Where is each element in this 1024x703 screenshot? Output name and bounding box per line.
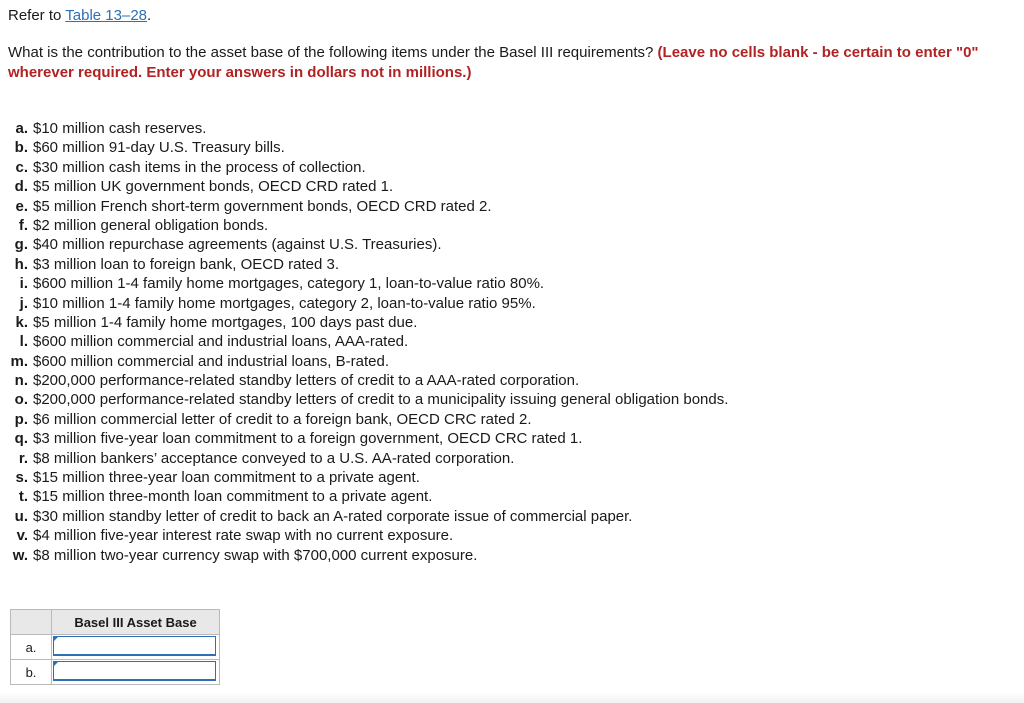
item-text: $8 million bankers’ acceptance conveyed to a U.S. AA-rated corporation. xyxy=(33,449,515,467)
list-item xyxy=(8,158,728,177)
row-label-b: b. xyxy=(11,660,52,685)
item-letter: d. xyxy=(14,178,28,196)
item-letter: a. xyxy=(15,120,28,137)
list-item xyxy=(8,526,728,545)
list-item xyxy=(8,313,728,332)
item-letter: e. xyxy=(15,197,28,215)
answer-table xyxy=(10,609,220,685)
item-text: $600 million commercial and industrial loans, AAA-rated. xyxy=(33,333,409,351)
table-row xyxy=(11,660,220,685)
reference-suffix: . xyxy=(147,7,152,24)
item-text: $3 million five-year loan commitment to a foreign government, OECD CRC rated 1. xyxy=(33,430,583,448)
item-letter: s. xyxy=(15,469,28,487)
list-item xyxy=(8,332,728,351)
item-text: $10 million 1-4 family home mortgages, category 2, loan-to-value ratio 95%. xyxy=(33,294,536,312)
list-item xyxy=(8,255,728,274)
list-item xyxy=(8,235,728,254)
list-item xyxy=(8,468,728,487)
item-text: $5 million UK government bonds, OECD CRD rated 1. xyxy=(33,178,394,196)
item-text: $40 million repurchase agreements (against U.S. Treasuries). xyxy=(33,236,442,254)
item-letter: j. xyxy=(19,294,28,312)
table-reference-link[interactable]: Table 13–28 xyxy=(65,7,148,24)
item-letter: h. xyxy=(14,255,28,273)
list-item xyxy=(8,216,728,235)
item-text: $3 million loan to foreign bank, OECD rated 3. xyxy=(33,255,339,273)
list-item xyxy=(8,352,728,371)
list-item xyxy=(8,371,728,390)
item-letter: r. xyxy=(18,449,28,467)
item-list xyxy=(8,119,728,565)
item-letter: o. xyxy=(14,391,28,409)
input-marker-icon xyxy=(53,661,59,667)
item-letter: u. xyxy=(14,507,28,525)
question-text xyxy=(8,43,1018,83)
item-text: $8 million two-year currency swap with $700,000 current exposure. xyxy=(33,546,478,564)
list-item xyxy=(8,487,728,506)
list-item xyxy=(8,138,728,157)
question-prompt: What is the contribution to the asset base of the following items under the Basel III requirements? xyxy=(8,44,658,61)
answer-input-a[interactable] xyxy=(53,636,216,656)
list-item xyxy=(8,294,728,313)
answer-cell-b xyxy=(52,660,220,685)
list-item xyxy=(8,449,728,468)
item-letter: w. xyxy=(12,546,28,564)
question-instruction: (Leave no cells blank - be certain to enter "0" wherever required. Enter your answers in dollars not in millions.) xyxy=(8,44,979,81)
item-letter: t. xyxy=(18,488,28,506)
reference-line xyxy=(8,7,151,24)
item-text: $5 million 1-4 family home mortgages, 100 days past due. xyxy=(33,313,418,331)
item-text: $200,000 performance-related standby letters of credit to a municipality issuing general obligation bonds. xyxy=(33,391,729,409)
item-letter: i. xyxy=(19,275,28,293)
list-item xyxy=(8,546,728,565)
list-item xyxy=(8,507,728,526)
item-text: $600 million 1-4 family home mortgages, category 1, loan-to-value ratio 80%. xyxy=(33,275,545,293)
column-header-asset-base: Basel III Asset Base xyxy=(52,610,220,635)
list-item xyxy=(8,410,728,429)
item-text: $10 million cash reserves. xyxy=(33,120,207,137)
list-item xyxy=(8,197,728,216)
item-letter: c. xyxy=(15,158,28,176)
item-text: $4 million five-year interest rate swap with no current exposure. xyxy=(33,527,454,545)
item-text: $15 million three-year loan commitment to a private agent. xyxy=(33,469,420,487)
input-marker-icon xyxy=(53,636,59,642)
item-letter: m. xyxy=(10,352,28,370)
list-item xyxy=(8,177,728,196)
item-text: $60 million 91-day U.S. Treasury bills. xyxy=(33,139,285,157)
list-item xyxy=(8,119,728,138)
table-row xyxy=(11,635,220,660)
item-letter: l. xyxy=(19,333,28,351)
answer-cell-a xyxy=(52,635,220,660)
item-letter: p. xyxy=(14,410,28,428)
table-corner-cell xyxy=(11,610,52,635)
item-text: $5 million French short-term government bonds, OECD CRD rated 2. xyxy=(33,197,492,215)
bottom-fade xyxy=(0,692,1024,703)
item-text: $15 million three-month loan commitment to a private agent. xyxy=(33,488,433,506)
item-letter: q. xyxy=(14,430,28,448)
answer-input-b[interactable] xyxy=(53,661,216,681)
list-item xyxy=(8,390,728,409)
item-letter: b. xyxy=(14,139,28,157)
row-label-a: a. xyxy=(11,635,52,660)
item-text: $2 million general obligation bonds. xyxy=(33,216,269,234)
item-letter: v. xyxy=(16,527,28,545)
list-item xyxy=(8,429,728,448)
list-item xyxy=(8,274,728,293)
item-text: $200,000 performance-related standby letters of credit to a AAA-rated corporation. xyxy=(33,372,580,390)
reference-prefix: Refer to xyxy=(8,7,66,24)
item-letter: f. xyxy=(18,216,28,234)
item-text: $30 million standby letter of credit to back an A-rated corporate issue of commercial paper. xyxy=(33,507,633,525)
item-text: $6 million commercial letter of credit to a foreign bank, OECD CRC rated 2. xyxy=(33,410,532,428)
item-letter: g. xyxy=(14,236,28,254)
item-text: $30 million cash items in the process of collection. xyxy=(33,158,366,176)
item-text: $600 million commercial and industrial loans, B-rated. xyxy=(33,352,390,370)
item-letter: k. xyxy=(15,313,28,331)
item-letter: n. xyxy=(14,372,28,390)
